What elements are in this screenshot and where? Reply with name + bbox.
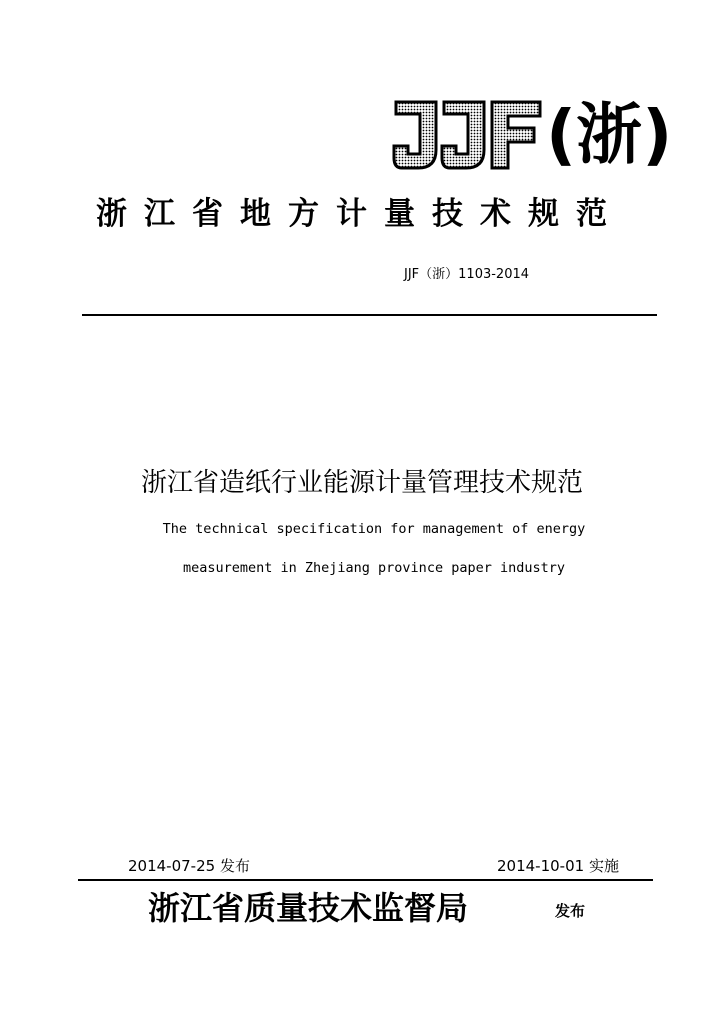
issue-date: 2014-07-25 发布 xyxy=(128,857,250,875)
document-number: JJF（浙）1103-2014 xyxy=(404,267,530,282)
effective-date: 2014-10-01 实施 xyxy=(497,857,619,875)
standard-category: 浙江省地方计量技术规范 xyxy=(96,196,624,232)
logo-letter-j2 xyxy=(442,102,484,168)
publisher-name: 浙江省质量技术监督局 xyxy=(148,889,469,927)
bottom-divider xyxy=(78,879,653,881)
document-title-en-line2: measurement in Zhejiang province paper industry xyxy=(182,560,565,576)
jjf-logo xyxy=(392,96,673,174)
top-divider xyxy=(82,314,657,316)
document-title-cn: 浙江省造纸行业能源计量管理技术规范 xyxy=(140,468,583,498)
logo-letter-j1 xyxy=(394,102,436,168)
jjf-letters-graphic xyxy=(392,96,542,174)
logo-paren-text: (浙) xyxy=(546,96,673,173)
publisher-suffix: 发布 xyxy=(555,902,586,920)
logo-letter-f xyxy=(492,102,540,168)
document-title-en-line1: The technical specification for management of energy xyxy=(162,521,586,537)
